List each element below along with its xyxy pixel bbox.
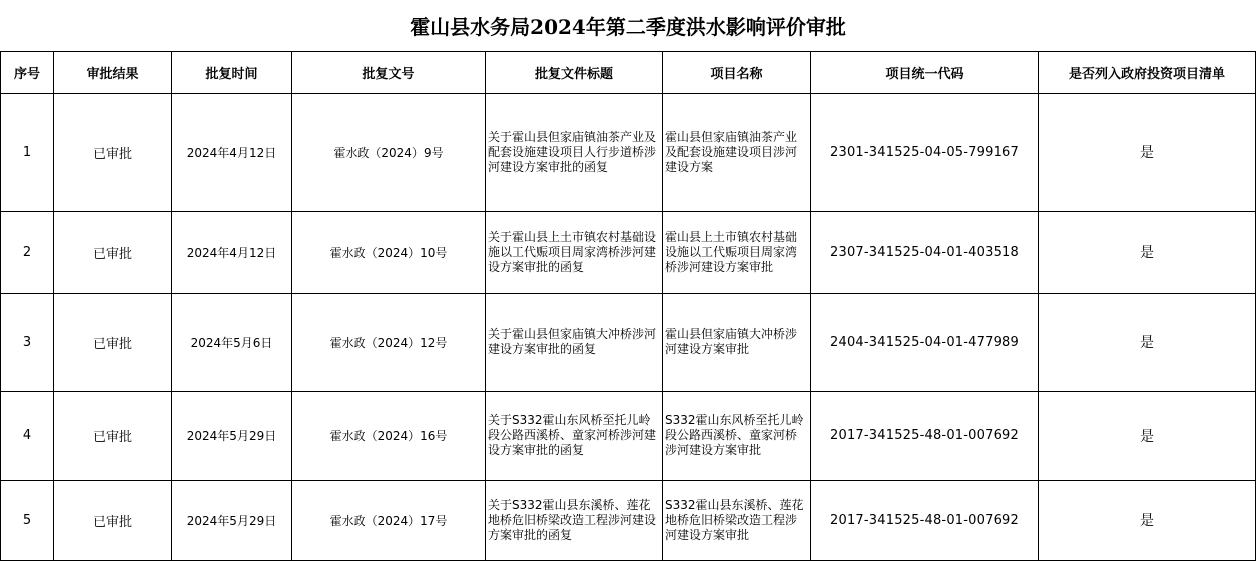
cell-result: 已审批 [54,293,172,391]
header-result: 审批结果 [54,51,172,93]
cell-listed: 是 [1039,211,1256,293]
cell-listed: 是 [1039,480,1256,560]
cell-project: S332霍山东风桥至托儿岭段公路西溪桥、童家河桥涉河建设方案审批 [663,391,811,480]
cell-time: 2024年5月29日 [172,480,292,560]
cell-listed: 是 [1039,93,1256,211]
cell-seq: 1 [1,93,54,211]
page-title: 霍山县水务局2024年第二季度洪水影响评价审批 [1,0,1256,51]
cell-doc-no: 霍水政（2024）10号 [292,211,486,293]
header-seq: 序号 [1,51,54,93]
cell-result: 已审批 [54,93,172,211]
cell-result: 已审批 [54,211,172,293]
cell-code: 2404-341525-04-01-477989 [811,293,1039,391]
header-doc-no: 批复文号 [292,51,486,93]
cell-doc-no: 霍水政（2024）9号 [292,93,486,211]
header-time: 批复时间 [172,51,292,93]
header-listed: 是否列入政府投资项目清单 [1039,51,1256,93]
cell-project: S332霍山县东溪桥、莲花地桥危旧桥梁改造工程涉河建设方案审批 [663,480,811,560]
header-code: 项目统一代码 [811,51,1039,93]
cell-code: 2301-341525-04-05-799167 [811,93,1039,211]
header-doc-title: 批复文件标题 [486,51,663,93]
cell-project: 霍山县但家庙镇大冲桥涉河建设方案审批 [663,293,811,391]
cell-code: 2017-341525-48-01-007692 [811,391,1039,480]
table-row [1,211,1256,293]
cell-seq: 5 [1,480,54,560]
cell-doc-title: 关于S332霍山县东溪桥、莲花地桥危旧桥梁改造工程涉河建设方案审批的函复 [486,480,663,560]
header-row [1,51,1256,93]
header-project: 项目名称 [663,51,811,93]
cell-listed: 是 [1039,391,1256,480]
cell-result: 已审批 [54,391,172,480]
cell-doc-no: 霍水政（2024）17号 [292,480,486,560]
cell-doc-title: 关于霍山县上土市镇农村基础设施以工代赈项目周家湾桥涉河建设方案审批的函复 [486,211,663,293]
cell-doc-title: 关于霍山县但家庙镇油茶产业及配套设施建设项目人行步道桥涉河建设方案审批的函复 [486,93,663,211]
cell-doc-no: 霍水政（2024）12号 [292,293,486,391]
cell-doc-no: 霍水政（2024）16号 [292,391,486,480]
cell-doc-title: 关于S332霍山东风桥至托儿岭段公路西溪桥、童家河桥涉河建设方案审批的函复 [486,391,663,480]
table-row [1,391,1256,480]
cell-time: 2024年5月29日 [172,391,292,480]
cell-seq: 3 [1,293,54,391]
table-row [1,480,1256,560]
cell-code: 2017-341525-48-01-007692 [811,480,1039,560]
table-row [1,93,1256,211]
cell-code: 2307-341525-04-01-403518 [811,211,1039,293]
cell-listed: 是 [1039,293,1256,391]
cell-seq: 2 [1,211,54,293]
table-row [1,293,1256,391]
cell-result: 已审批 [54,480,172,560]
cell-time: 2024年4月12日 [172,93,292,211]
cell-doc-title: 关于霍山县但家庙镇大冲桥涉河建设方案审批的函复 [486,293,663,391]
cell-time: 2024年5月6日 [172,293,292,391]
cell-time: 2024年4月12日 [172,211,292,293]
cell-project: 霍山县上土市镇农村基础设施以工代赈项目周家湾桥涉河建设方案审批 [663,211,811,293]
cell-project: 霍山县但家庙镇油茶产业及配套设施建设项目涉河建设方案 [663,93,811,211]
cell-seq: 4 [1,391,54,480]
